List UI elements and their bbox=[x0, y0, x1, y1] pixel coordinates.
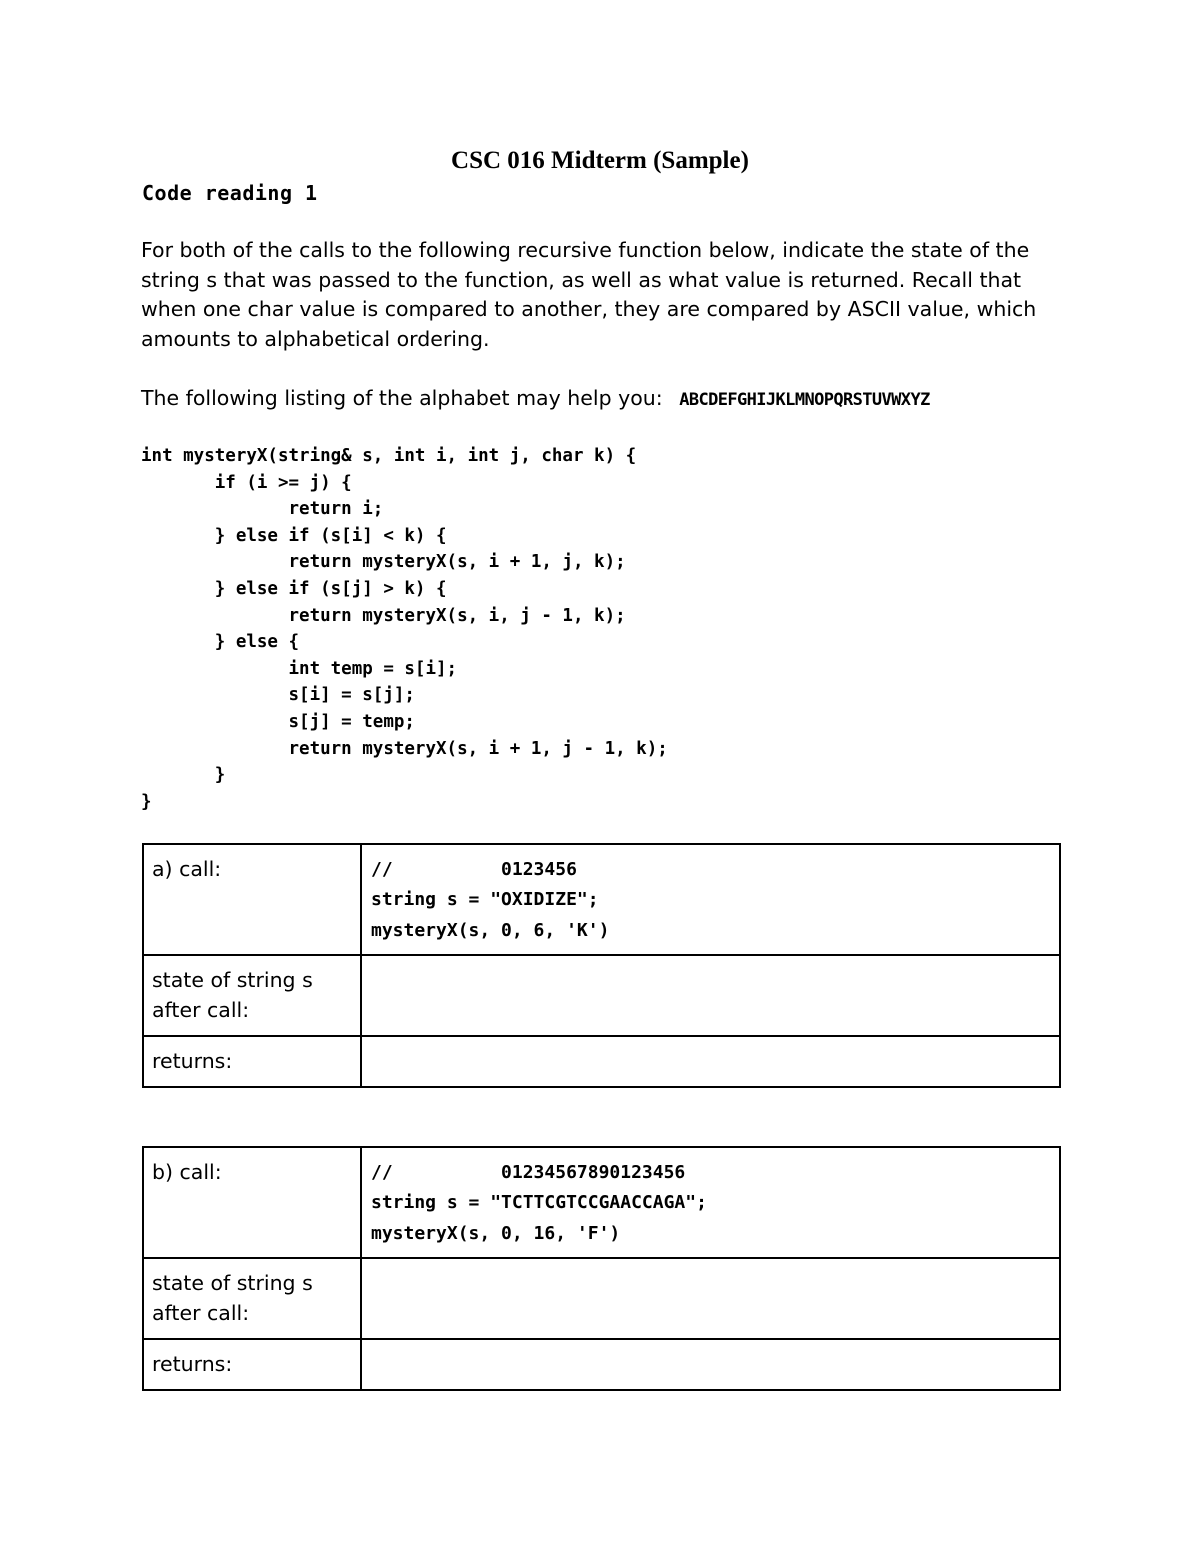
call-code: // 01234567890123456 string s = "TCTTCGTCCGAACCAGA"; mysteryX(s, 0, 16, 'F') bbox=[371, 1162, 707, 1244]
returns-answer-cell[interactable] bbox=[361, 1036, 1060, 1087]
question-table-b bbox=[142, 1146, 1061, 1391]
state-row bbox=[143, 1258, 1060, 1339]
state-row bbox=[143, 955, 1060, 1036]
section-heading: Code reading 1 bbox=[142, 181, 318, 205]
question-table-a bbox=[142, 843, 1061, 1088]
returns-row bbox=[143, 1036, 1060, 1087]
alphabet-hint bbox=[141, 384, 930, 416]
alphabet-prompt: The following listing of the alphabet may help you: bbox=[141, 386, 663, 410]
page-title: CSC 016 Midterm (Sample) bbox=[451, 147, 749, 174]
alphabet-listing: ABCDEFGHIJKLMNOPQRSTUVWXYZ bbox=[679, 390, 930, 410]
returns-label: returns: bbox=[143, 1339, 361, 1390]
call-row bbox=[143, 844, 1060, 955]
call-row bbox=[143, 1147, 1060, 1258]
instructions-paragraph: For both of the calls to the following recursive function below, indicate the state of the string s that was passed to the function, as well as what value is returned. Recall that when one char value is compared to another, they are compared by ASCII value, which amounts to alphabetical ordering. bbox=[141, 238, 1037, 352]
call-label: b) call: bbox=[143, 1147, 361, 1258]
call-code-cell bbox=[361, 1147, 1060, 1258]
state-label: state of string s after call: bbox=[143, 1258, 361, 1339]
code-listing: int mysteryX(string& s, int i, int j, char k) { if (i >= j) { return i; } else if (s[i] < k) { return mysteryX(s, i + 1, j, k); } else if (s[j] > k) { return mysteryX(s, i, j - 1, k); } else { int temp = s[i]; s[i] = s[j]; s[j] = temp; return mysteryX(s, i + 1, j - 1, k); } } bbox=[141, 446, 668, 812]
returns-row bbox=[143, 1339, 1060, 1390]
returns-answer-cell[interactable] bbox=[361, 1339, 1060, 1390]
state-answer-cell[interactable] bbox=[361, 955, 1060, 1036]
state-label: state of string s after call: bbox=[143, 955, 361, 1036]
returns-label: returns: bbox=[143, 1036, 361, 1087]
call-code: // 0123456 string s = "OXIDIZE"; mysteryX(s, 0, 6, 'K') bbox=[371, 859, 610, 941]
call-code-cell bbox=[361, 844, 1060, 955]
state-answer-cell[interactable] bbox=[361, 1258, 1060, 1339]
call-label: a) call: bbox=[143, 844, 361, 955]
